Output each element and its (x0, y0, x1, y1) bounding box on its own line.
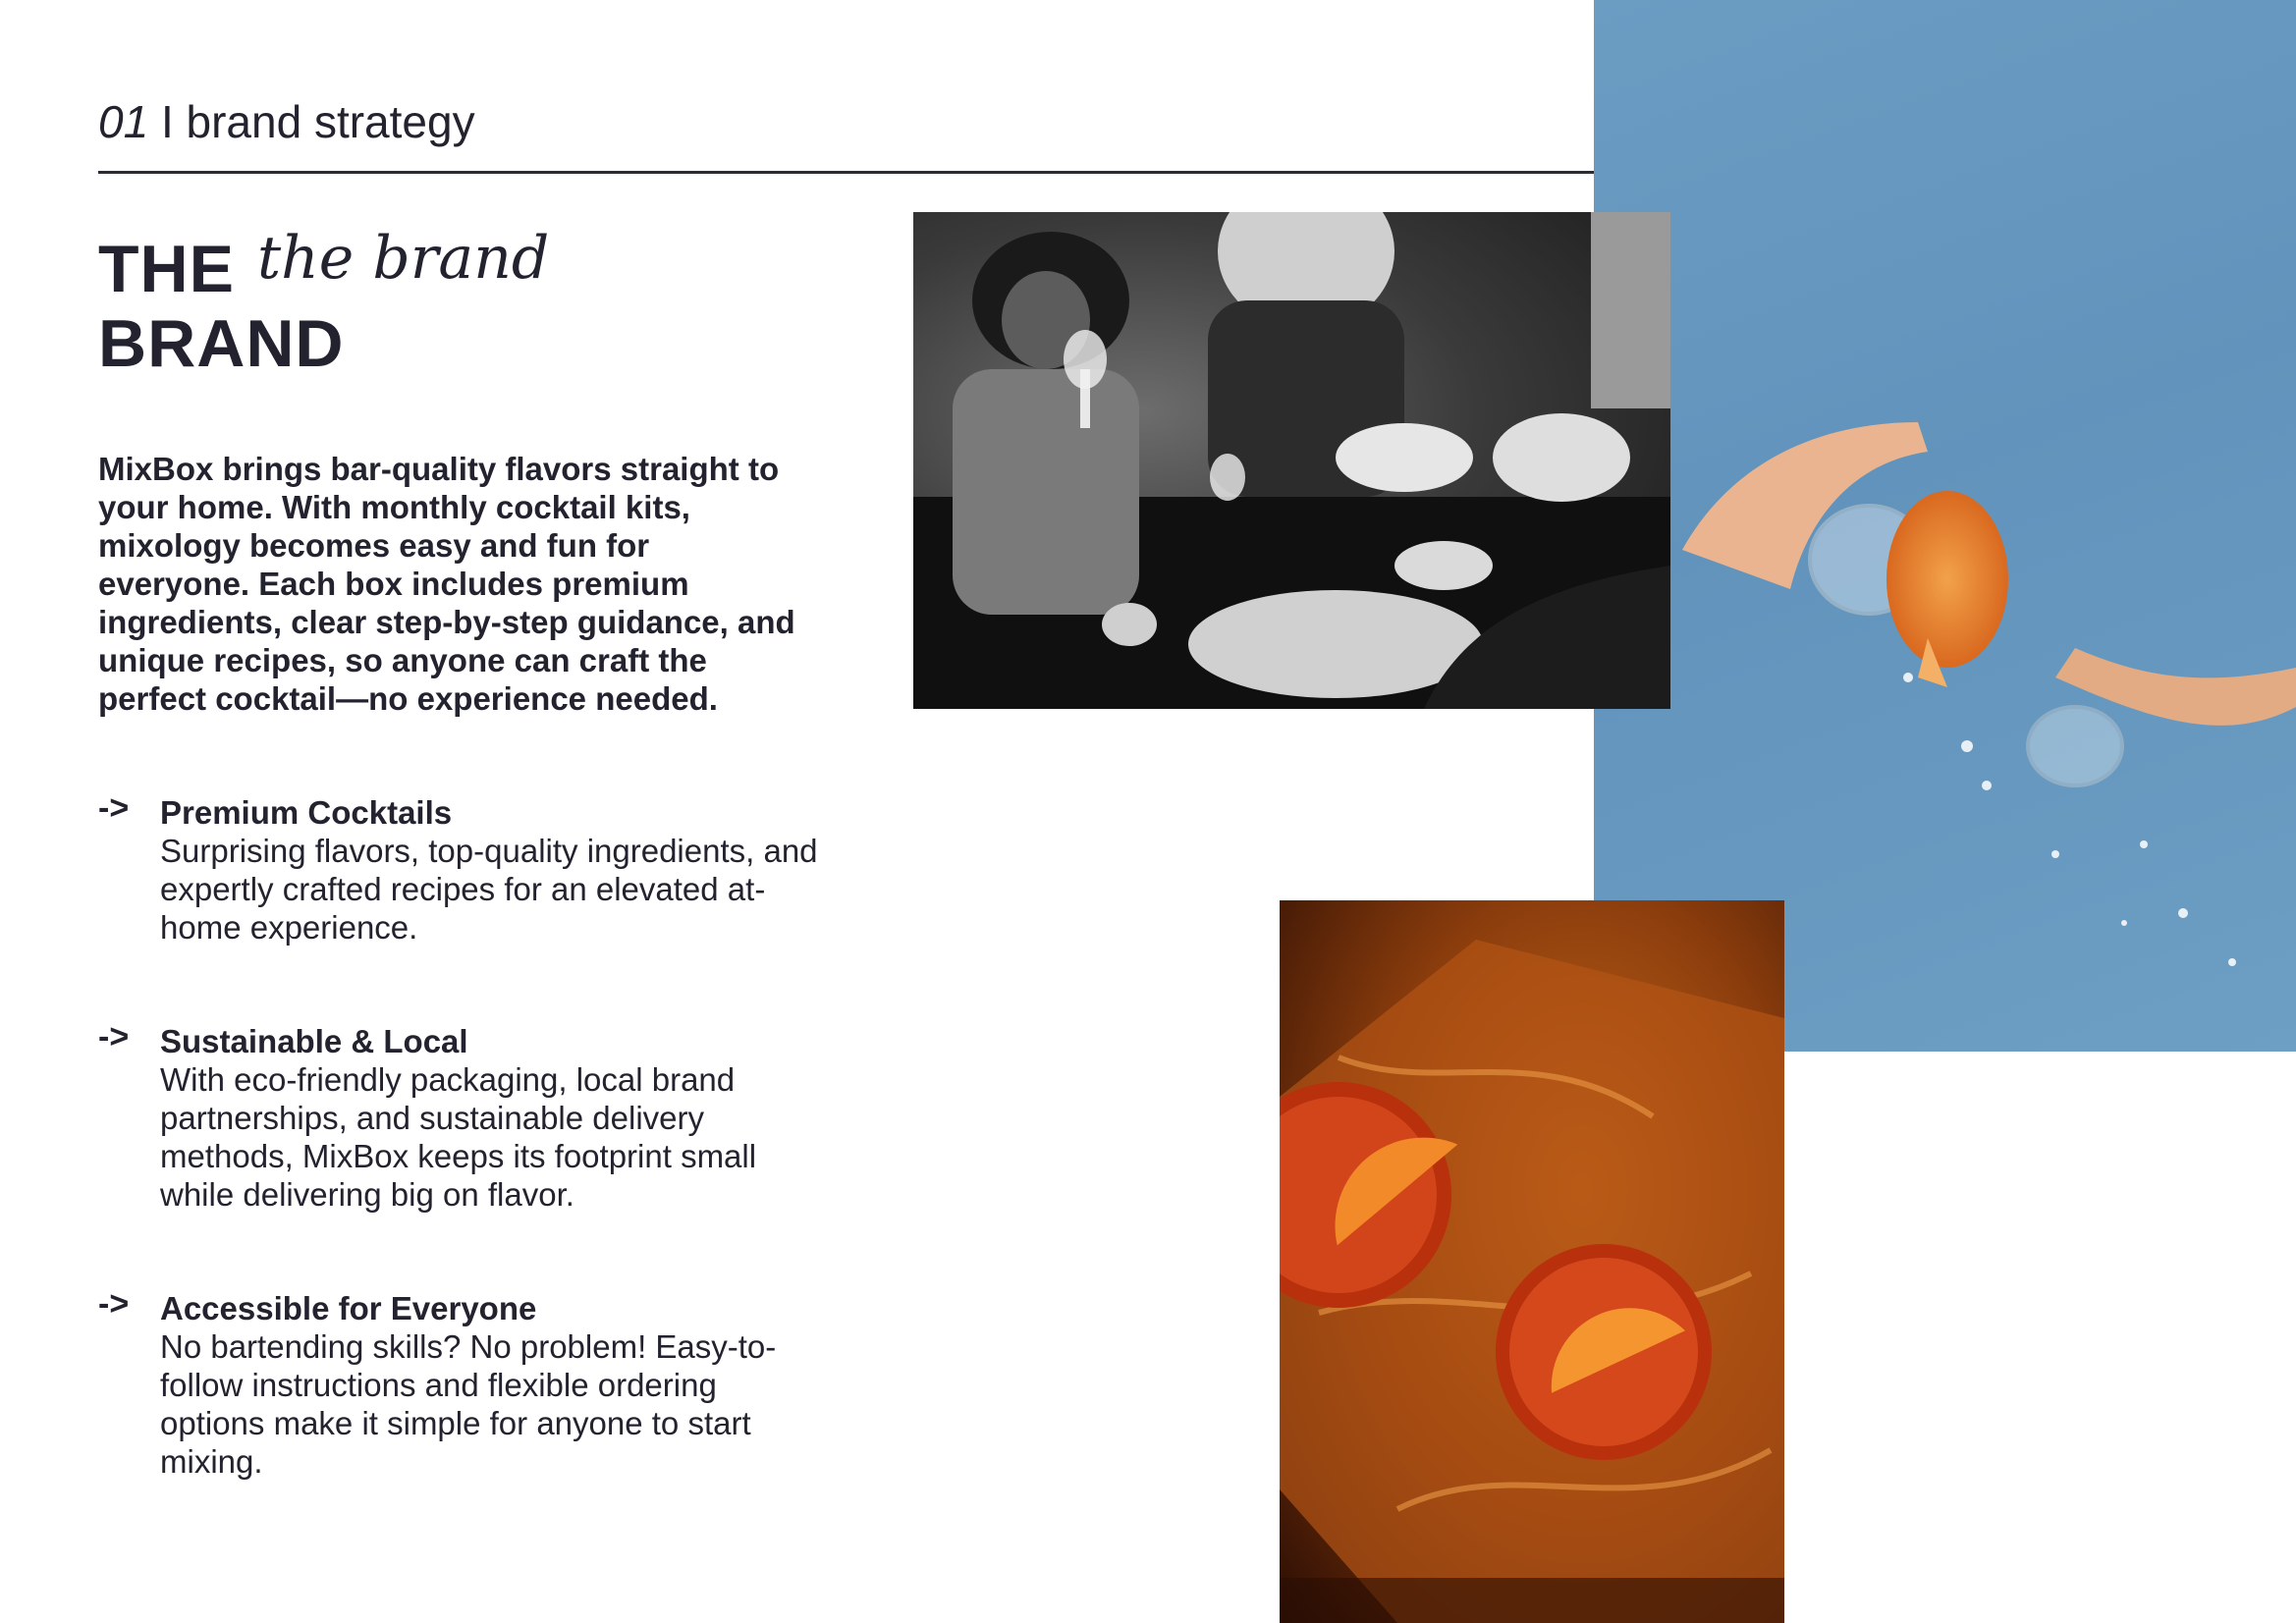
dinner-party-photo (913, 212, 1670, 709)
orange-drinks-photo (1280, 900, 1784, 1623)
intro-paragraph: MixBox brings bar-quality flavors straight to your home. With monthly cocktail kits, mixology becomes easy and fun for everyone. Each box includes premium ingredients, clear step-by-step guidance, and unique recipes, so anyone can craft the perfect cocktail—no experience needed. (98, 451, 795, 717)
arrow-icon: -> (98, 1285, 130, 1323)
feature-title: Premium Cocktails (160, 794, 453, 831)
title-line-2: BRAND (98, 306, 345, 381)
header-divider (98, 171, 1594, 174)
feature-premium-cocktails (98, 789, 825, 947)
feature-title: Accessible for Everyone (160, 1290, 537, 1326)
section-header (98, 94, 475, 149)
section-number: 01 (98, 96, 149, 147)
feature-body: With eco-friendly packaging, local brand partnerships, and sustainable delivery methods, MixBox keeps its footprint small while delivering big on flavor. (160, 1061, 757, 1213)
arrow-icon: -> (98, 1018, 130, 1055)
toast-photo (1594, 0, 2296, 1052)
title-line-1: THE (98, 232, 235, 306)
feature-body: Surprising flavors, top-quality ingredients, and expertly crafted recipes for an elevated at-home experience. (160, 833, 818, 946)
feature-accessible (98, 1285, 825, 1481)
feature-sustainable-local (98, 1018, 825, 1214)
arrow-icon: -> (98, 789, 130, 827)
section-title: brand strategy (186, 96, 475, 147)
section-separator: I (160, 96, 174, 147)
feature-title: Sustainable & Local (160, 1023, 468, 1059)
feature-body: No bartending skills? No problem! Easy-to-follow instructions and flexible ordering options make it simple for anyone to start mixing. (160, 1328, 777, 1480)
script-title: the brand (257, 224, 550, 293)
